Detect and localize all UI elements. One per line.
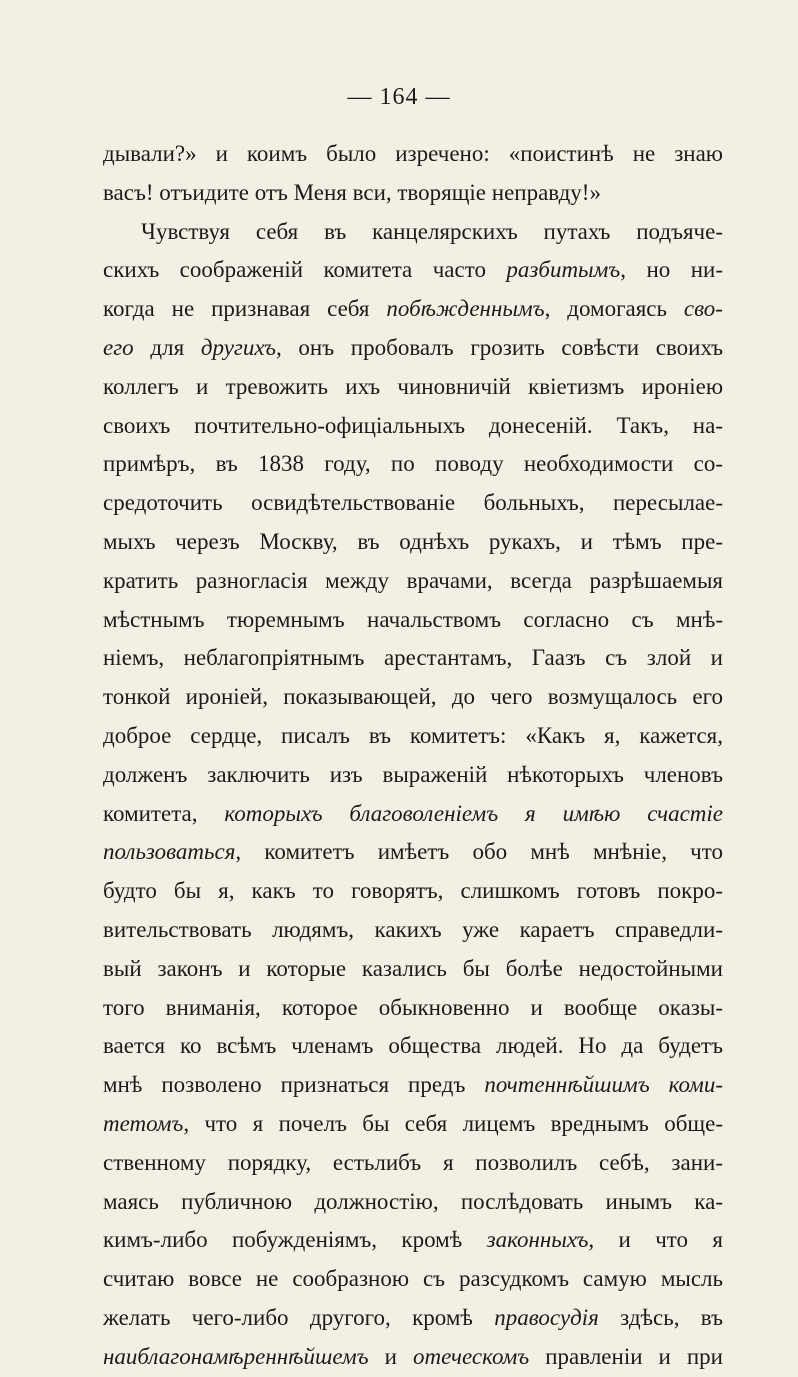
text-line xyxy=(103,523,723,562)
text-run: вительствовать людямъ, какихъ уже караетъ справедли- xyxy=(103,916,723,942)
text-run: кимъ-либо побужденіямъ, кромѣ xyxy=(103,1227,487,1253)
text-run: доброе сердце, писалъ въ комитетъ: «Какъ я, кажется, xyxy=(103,722,723,748)
text-line xyxy=(103,1105,723,1144)
text-run: васъ! отъидите отъ Меня вси, творящіе неправду!» xyxy=(103,179,601,205)
text-run: средоточить освидѣтельствованіе больныхъ, пересылае- xyxy=(103,490,723,516)
italic-text: законныхъ xyxy=(486,1227,589,1253)
text-line xyxy=(103,950,723,989)
text-line xyxy=(103,1144,723,1183)
text-line xyxy=(103,601,723,640)
text-line xyxy=(103,1221,723,1260)
italic-text: отеческомъ xyxy=(412,1343,530,1369)
text-line xyxy=(103,562,723,601)
text-run: коллегъ и тревожить ихъ чиновничій квіетизмъ ироніею xyxy=(103,373,723,399)
text-line xyxy=(103,1066,723,1105)
text-run: мнѣ позволено признаться предъ xyxy=(103,1072,485,1098)
text-run: , и что я xyxy=(588,1227,723,1253)
text-run: , но ни- xyxy=(620,257,723,283)
text-line xyxy=(103,1338,723,1377)
text-run: вый законъ и которые казались бы болѣе недостойными xyxy=(103,955,723,981)
text-run: когда не признавая себя xyxy=(103,296,387,322)
text-run: для xyxy=(133,334,201,360)
text-run: мыхъ черезъ Москву, въ однѣхъ рукахъ, и тѣмъ пре- xyxy=(103,528,723,554)
text-run: , комитетъ имѣетъ обо мнѣ мнѣніе, что xyxy=(235,839,723,865)
text-run: маясь публичною должностію, послѣдовать инымъ ка- xyxy=(103,1188,723,1214)
text-line xyxy=(103,484,723,523)
text-run: ственному порядку, естьлибъ я позволилъ себѣ, зани- xyxy=(103,1149,723,1175)
italic-text: почтеннѣйшимъ коми- xyxy=(484,1072,723,1098)
text-line xyxy=(103,872,723,911)
text-line xyxy=(103,756,723,795)
italic-text: сво- xyxy=(683,296,723,322)
text-run: Чувствуя себя въ канцелярскихъ путахъ подъяче- xyxy=(141,218,723,244)
text-run: примѣръ, въ 1838 году, по поводу необходимости со- xyxy=(103,451,723,477)
italic-text: правосудія xyxy=(494,1304,599,1330)
text-run: скихъ соображеній комитета часто xyxy=(103,257,507,283)
text-line xyxy=(103,989,723,1028)
text-run: долженъ заключить изъ выраженій нѣкоторыхъ членовъ xyxy=(103,761,723,787)
text-line xyxy=(103,445,723,484)
text-line xyxy=(103,368,723,407)
text-line xyxy=(103,1183,723,1222)
text-run: мѣстнымъ тюремнымъ начальствомъ согласно съ мнѣ- xyxy=(103,606,723,632)
text-line xyxy=(103,717,723,756)
text-run: тонкой ироніей, показывающей, до чего возмущалось его xyxy=(103,684,723,710)
text-line xyxy=(103,639,723,678)
text-run: и xyxy=(368,1343,413,1369)
text-run: ніемъ, неблагопріятнымъ арестантамъ, Гаазъ съ злой и xyxy=(103,645,723,671)
text-run: правленіи и при xyxy=(529,1343,723,1369)
italic-text: тетомъ xyxy=(103,1110,184,1136)
text-run: здѣсь, въ xyxy=(598,1304,723,1330)
page-number: — 164 — xyxy=(347,84,451,110)
text-line xyxy=(103,329,723,368)
text-line xyxy=(103,795,723,834)
text-run: желать чего-либо другого, кромѣ xyxy=(103,1304,495,1330)
text-run: комитета, xyxy=(103,800,225,826)
body-text xyxy=(103,135,723,1377)
text-run: будто бы я, какъ то говорятъ, слишкомъ готовъ покро- xyxy=(103,878,723,904)
text-line xyxy=(103,251,723,290)
text-line xyxy=(103,213,723,252)
text-run: , онъ пробовалъ грозить совѣсти своихъ xyxy=(275,334,723,360)
text-run: , что я почелъ бы себя лицемъ вреднымъ обще- xyxy=(183,1110,723,1136)
text-line xyxy=(103,678,723,717)
text-run: считаю вовсе не сообразною съ разсудкомъ самую мысль xyxy=(103,1266,723,1292)
text-run: вается ко всѣмъ членамъ общества людей. Но да будетъ xyxy=(103,1033,723,1059)
text-run: дывали?» и коимъ было изречено: «поистинѣ не знаю xyxy=(103,141,723,166)
text-line xyxy=(103,1260,723,1299)
text-line xyxy=(103,174,723,213)
text-line xyxy=(103,135,723,174)
text-line xyxy=(103,407,723,446)
text-run: своихъ почтительно-офиціальныхъ донесеній. Такъ, на- xyxy=(103,412,723,438)
text-run: кратить разногласія между врачами, всегда разрѣшаемыя xyxy=(103,567,723,593)
text-line xyxy=(103,911,723,950)
text-line xyxy=(103,1027,723,1066)
italic-text: которыхъ благоволеніемъ я имѣю счастіе xyxy=(224,800,723,826)
italic-text: пользоваться xyxy=(103,839,236,865)
italic-text: наиблагонамѣреннѣйшемъ xyxy=(103,1343,369,1369)
italic-text: его xyxy=(103,334,134,360)
italic-text: разбитымъ xyxy=(506,257,621,283)
text-run: , домогаясь xyxy=(544,296,684,322)
italic-text: другихъ xyxy=(200,334,276,360)
text-line xyxy=(103,1299,723,1338)
text-line xyxy=(103,290,723,329)
text-run: того вниманія, которое обыкновенно и вообще оказы- xyxy=(103,994,723,1020)
text-line xyxy=(103,833,723,872)
italic-text: побѣжденнымъ xyxy=(386,296,545,322)
